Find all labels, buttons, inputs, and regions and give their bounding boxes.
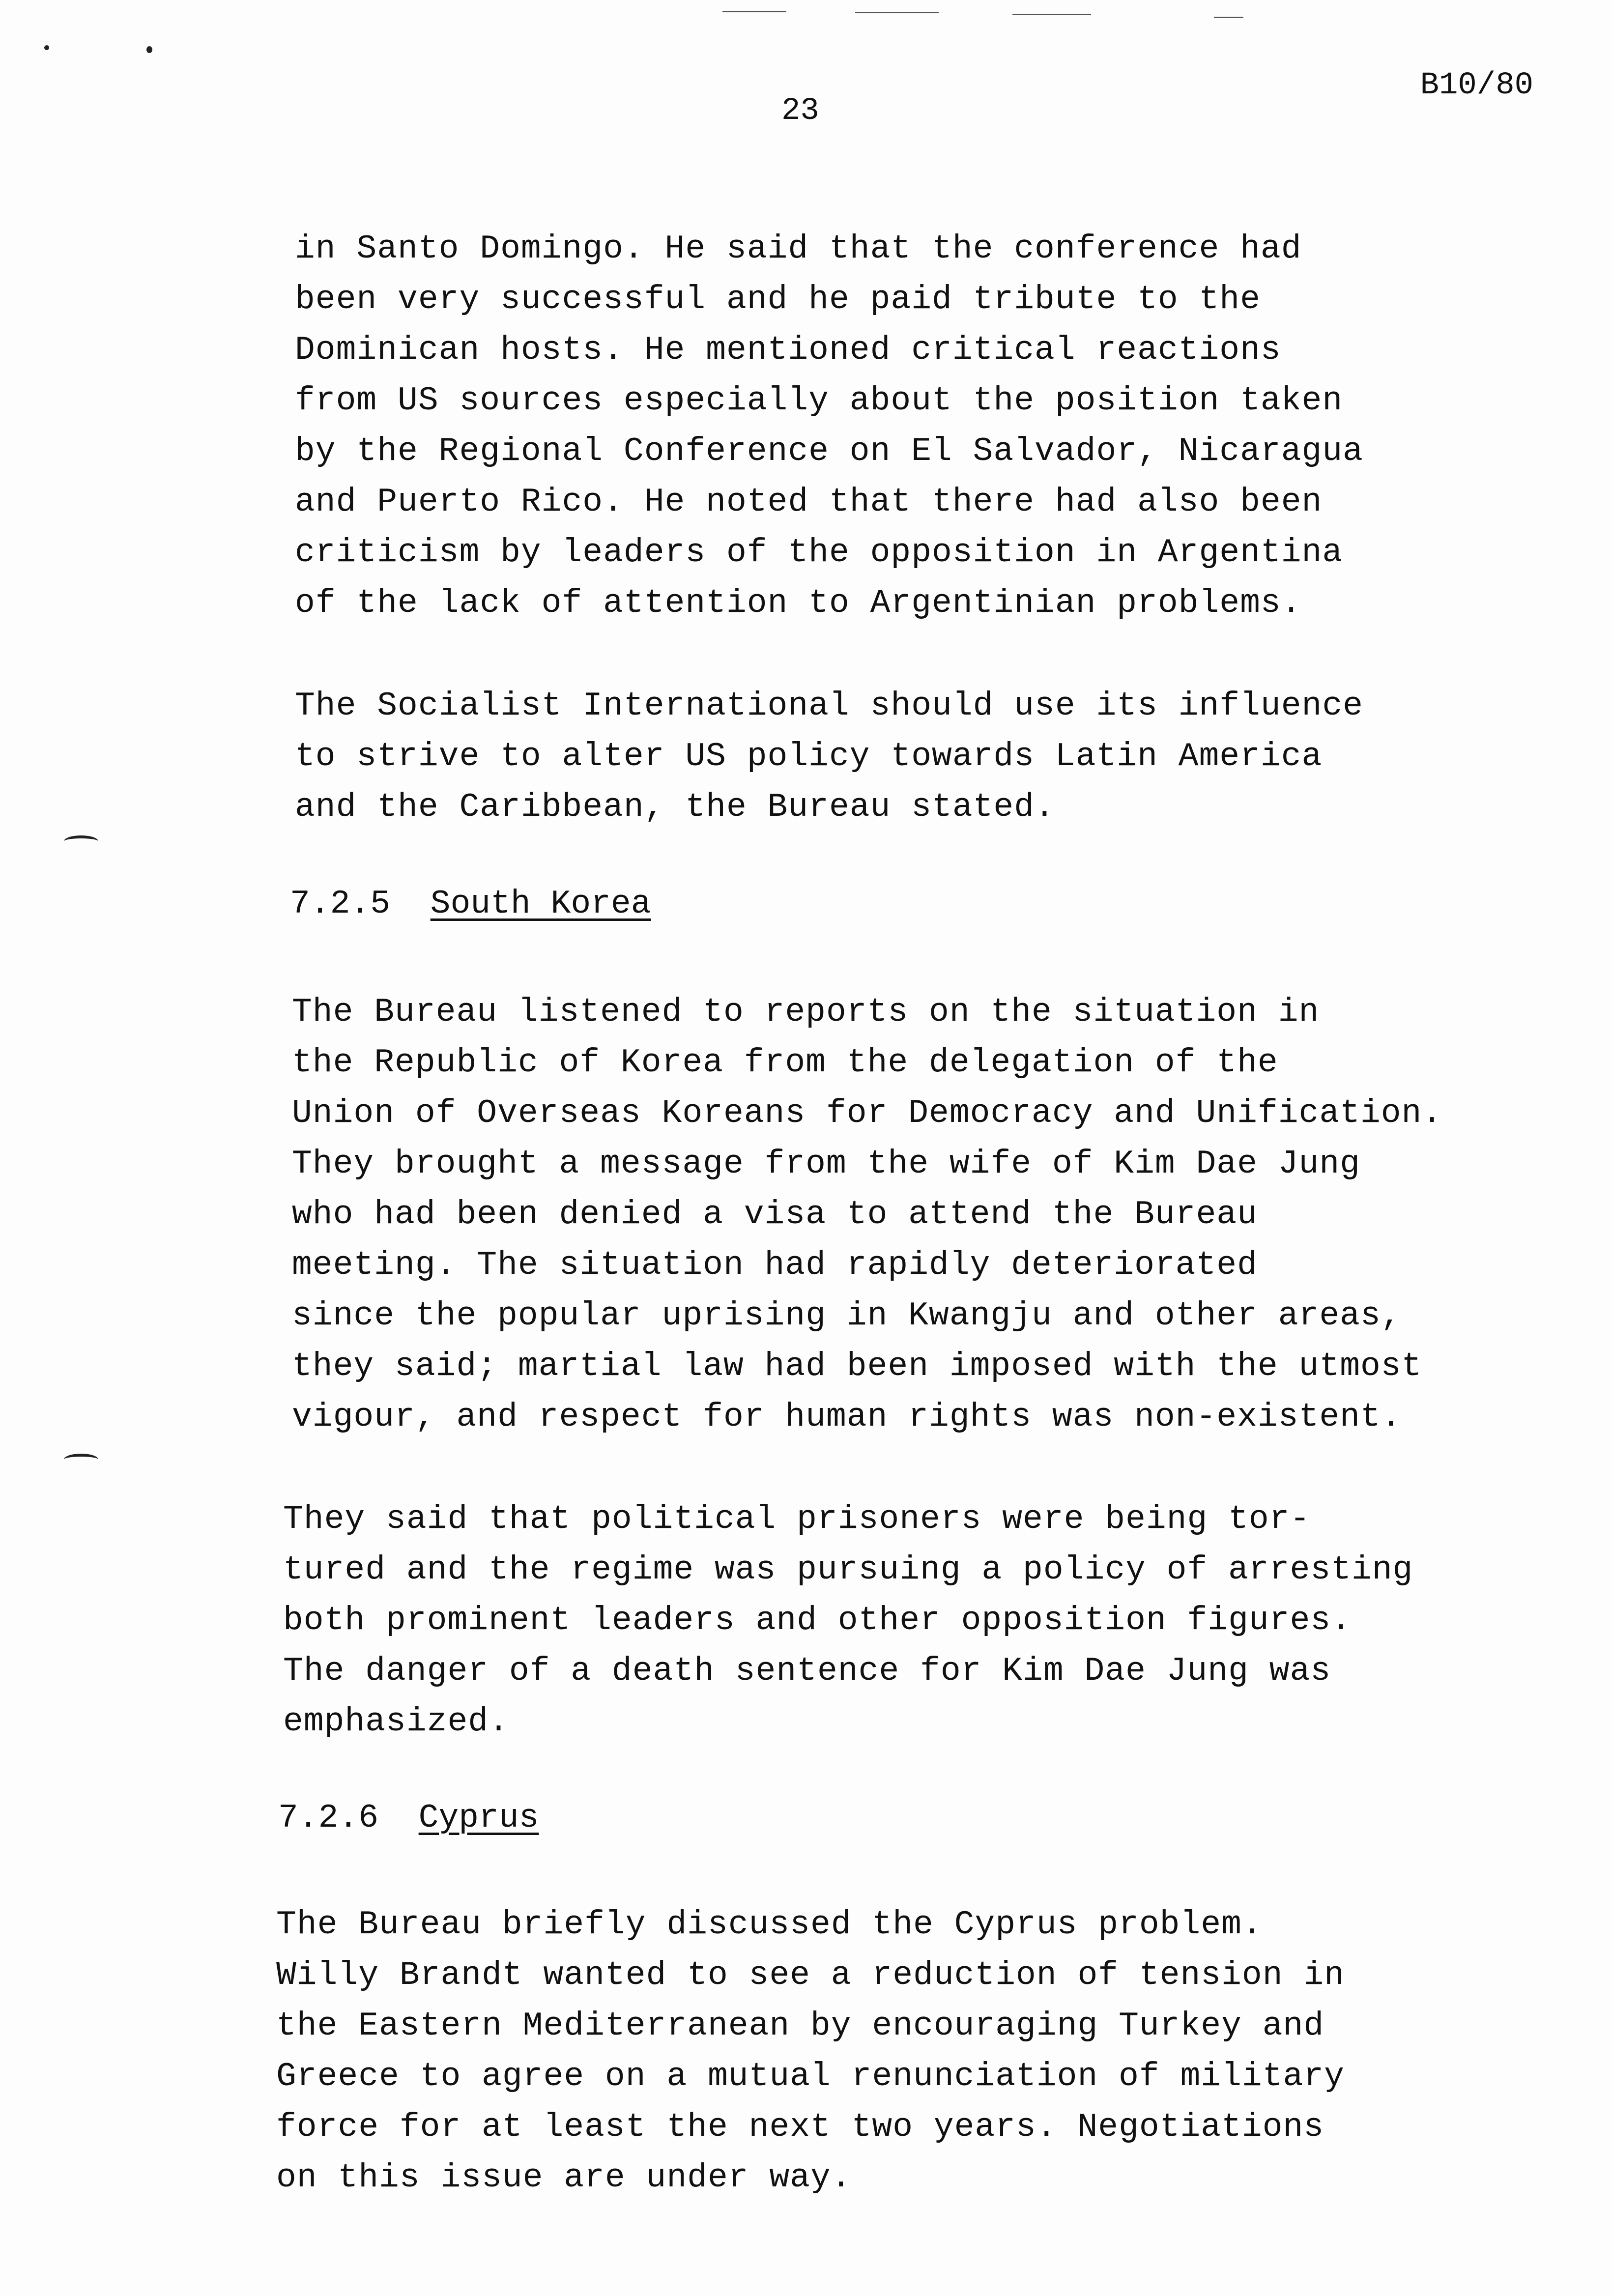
section-title: Cyprus: [418, 1799, 539, 1837]
paragraph: The Socialist International should use its influence to strive to alter US policy towards Latin America and the Caribbean, the Bureau stated.: [295, 687, 1363, 826]
margin-tick-mark: [64, 1454, 98, 1465]
section-heading-cyprus: [278, 1796, 539, 1840]
scan-artifact-dot: [146, 46, 152, 53]
section-heading-south-korea: [290, 882, 651, 926]
paragraph: The Bureau briefly discussed the Cyprus problem. Willy Brandt wanted to see a reduction of tension in the Eastern Mediterranean by encouraging Turkey and Greece to agree on a mutual renunciation of military force for at least the next two years. Negotiations on this issue are under way.: [276, 1906, 1345, 2197]
scan-artifact-line: [722, 11, 786, 12]
paragraph: The Bureau listened to reports on the situation in the Republic of Korea from the delegation of the Union of Overseas Koreans for Democracy and Unification. They brought a message from the wife of Kim Dae Jung who had been denied a visa to attend the Bureau meeting. The situation had rapidly deteriorated since the popular uprising in Kwangju and other areas, they said; martial law had been imposed with the utmost vigour, and respect for human rights was non-existent.: [292, 993, 1443, 1436]
scan-artifact-dot: [44, 45, 49, 50]
paragraph: in Santo Domingo. He said that the conference had been very successful and he paid tribute to the Dominican hosts. He mentioned critical reactions from US sources especially about the position taken by the Regional Conference on El Salvador, Nicaragua and Puerto Rico. He noted that there had also been criticism by leaders of the opposition in Argentina of the lack of attention to Argentinian problems.: [295, 230, 1363, 622]
margin-tick-mark: [64, 835, 98, 847]
paragraph: They said that political prisoners were being tor- tured and the regime was pursuing a policy of arresting both prominent leaders and other opposition figures. The danger of a death sentence for Kim Dae Jung was emphasized.: [283, 1500, 1413, 1741]
section-number: 7.2.6: [278, 1799, 379, 1837]
section-title: South Korea: [430, 885, 651, 923]
scan-artifact-line: [1214, 17, 1243, 18]
scan-artifact-line: [1012, 14, 1091, 15]
page-number: 23: [781, 93, 819, 129]
document-reference: B10/80: [1420, 68, 1533, 103]
scan-artifact-line: [855, 12, 939, 13]
section-number: 7.2.5: [290, 885, 391, 923]
